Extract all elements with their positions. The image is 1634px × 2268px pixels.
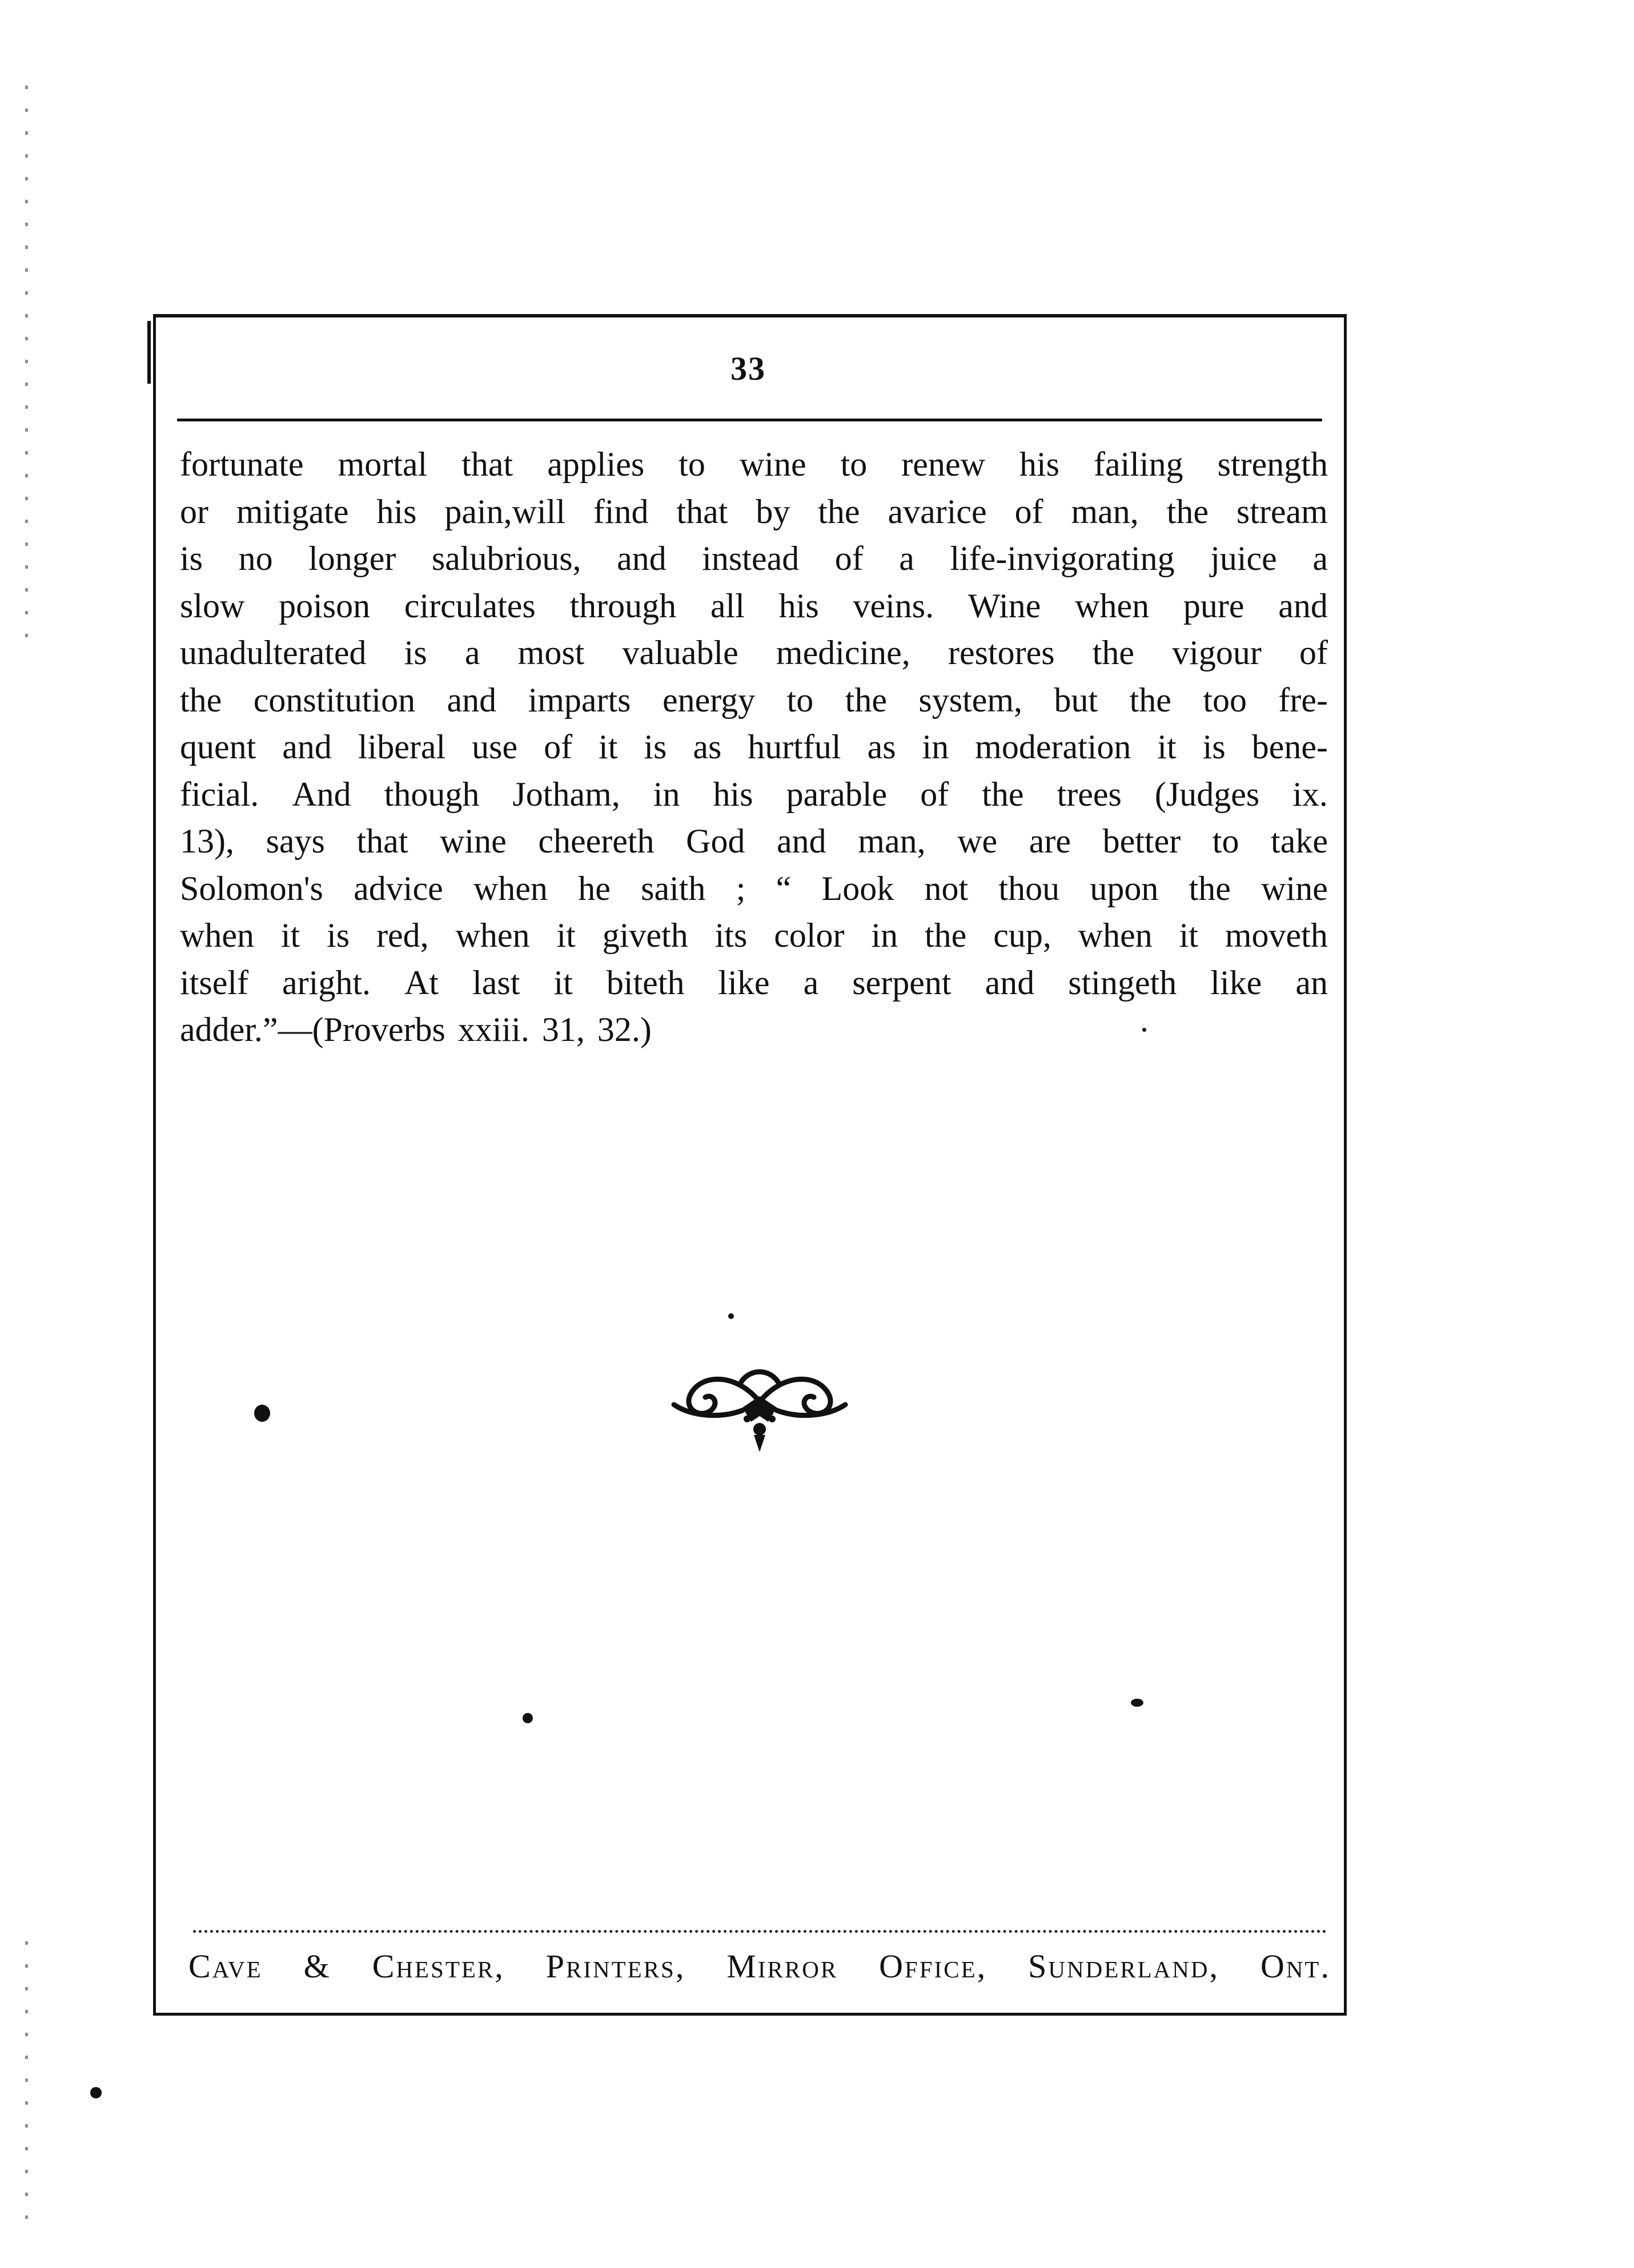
word: it [553, 963, 573, 1002]
word: unadulterated [180, 634, 367, 671]
word: an [1295, 963, 1328, 1002]
word: serpent [852, 963, 952, 1002]
word: system, [918, 681, 1023, 719]
word: And [292, 775, 351, 813]
word: in [653, 775, 680, 813]
word: too [1203, 681, 1247, 719]
word: renew [901, 445, 985, 483]
word: “ [776, 869, 792, 907]
word: color [774, 916, 845, 954]
word: better [1102, 822, 1181, 860]
word: and [447, 681, 497, 719]
word: stream [1236, 492, 1328, 530]
word: a [1312, 540, 1328, 577]
imprint-word: Ont. [1260, 1948, 1331, 1985]
ink-speck [1142, 1028, 1146, 1032]
word: says [266, 822, 325, 860]
word: thou [998, 869, 1060, 907]
imprint-word: Cave [188, 1948, 263, 1985]
ink-speck [254, 1405, 270, 1422]
word: slow [180, 586, 245, 625]
word: or [180, 492, 208, 530]
word: and [777, 822, 826, 860]
word: Wine [967, 586, 1041, 625]
word: his [713, 775, 753, 813]
word: through [569, 586, 677, 625]
word: Jotham, [512, 775, 620, 813]
text-line [180, 535, 1328, 582]
word: giveth [602, 916, 688, 954]
word: but [1054, 681, 1098, 719]
word: wine [440, 822, 507, 860]
word: and [985, 963, 1035, 1002]
word: a [464, 634, 480, 671]
imprint-word: Sunderland, [1028, 1948, 1219, 1985]
word: and [617, 540, 667, 577]
word: cup, [993, 916, 1051, 954]
word: the [1166, 492, 1209, 530]
word: to [786, 681, 814, 719]
word: to [679, 445, 705, 483]
word: its [714, 916, 748, 954]
word: his [376, 492, 417, 530]
word: saith [641, 869, 706, 907]
word: use [472, 728, 518, 766]
text-line [180, 912, 1328, 959]
imprint-word: Mirror [726, 1948, 838, 1985]
word: pure [1183, 586, 1244, 625]
word: hurtful [748, 728, 841, 766]
word: bene- [1251, 728, 1328, 766]
word: Solomon's [180, 869, 323, 907]
word: it [599, 728, 618, 766]
word: the [180, 681, 222, 719]
word: itself [180, 963, 248, 1002]
word: is [327, 916, 350, 954]
word: vigour [1172, 634, 1262, 671]
word: instead [702, 540, 800, 577]
word: avarice [888, 492, 987, 530]
word: his [1019, 445, 1059, 483]
word: moveth [1225, 916, 1328, 954]
word: valuable [622, 634, 738, 671]
text-line [180, 677, 1328, 724]
word: of [1299, 634, 1328, 671]
word: 32.) [597, 1011, 652, 1048]
word: strength [1217, 445, 1328, 483]
word: salubrious, [431, 540, 581, 577]
word: the [924, 916, 967, 954]
word: last [472, 963, 520, 1002]
word: restores [948, 634, 1055, 671]
word: xxiii. [457, 1011, 529, 1048]
word: ficial. [180, 775, 259, 813]
word: quent [180, 728, 256, 766]
word: of [834, 540, 864, 577]
footer-dotted-rule [193, 1930, 1327, 1933]
page-number: 33 [730, 350, 766, 387]
word: 13), [180, 822, 234, 860]
word: it [1179, 916, 1198, 954]
word: is [404, 634, 427, 671]
word: wine [739, 445, 806, 483]
scan-edge-mark [25, 1941, 28, 2227]
text-line [180, 1006, 1328, 1053]
word: At [404, 963, 439, 1002]
imprint-word: Printers, [545, 1948, 686, 1985]
word: circulates [404, 586, 536, 625]
word: cheereth [538, 822, 655, 860]
word: when [455, 916, 530, 954]
text-line [180, 818, 1328, 865]
word: advice [354, 869, 443, 907]
word: the [1189, 869, 1231, 907]
word: by [756, 492, 790, 530]
word: liberal [358, 728, 446, 766]
word: it [556, 916, 576, 954]
text-line [180, 723, 1328, 771]
word: as [693, 728, 722, 766]
word: stingeth [1068, 963, 1177, 1002]
imprint-word: Chester, [372, 1948, 505, 1985]
word: that [461, 445, 513, 483]
word: failing [1094, 445, 1183, 483]
word: is [644, 728, 667, 766]
text-line [180, 959, 1328, 1007]
imprint-word: & [303, 1948, 331, 1985]
word: all [710, 586, 745, 625]
word: are [1029, 822, 1071, 860]
word: red, [376, 916, 429, 954]
body-text [180, 441, 1328, 1053]
word: when [1075, 586, 1150, 625]
word: adder.”—(Proverbs [180, 1011, 445, 1048]
word: when [1078, 916, 1153, 954]
word: it [280, 916, 300, 954]
word: find [593, 492, 649, 530]
word: moderation [975, 728, 1131, 766]
ink-speck [90, 2087, 102, 2098]
word: applies [547, 445, 645, 483]
word: his [778, 586, 819, 625]
word: like [1210, 963, 1262, 1002]
word: the [1129, 681, 1171, 719]
word: though [384, 775, 480, 813]
word: medicine, [776, 634, 910, 671]
word: it [1157, 728, 1177, 766]
scan-edge-mark [25, 86, 28, 657]
text-line [180, 441, 1328, 488]
word: to [1212, 822, 1239, 860]
word: the [982, 775, 1024, 813]
word: when [180, 916, 254, 954]
ink-speck [1131, 1699, 1143, 1707]
word: mitigate [236, 492, 349, 530]
word: of [544, 728, 573, 766]
word: he [578, 869, 611, 907]
word: energy [662, 681, 756, 719]
word: fre- [1278, 681, 1328, 719]
word: poison [279, 586, 371, 625]
word: life-invigorating [950, 540, 1175, 577]
word: constitution [253, 681, 416, 719]
word: Look [821, 869, 894, 907]
word: juice [1210, 540, 1277, 577]
word: ; [736, 869, 746, 907]
word: the [845, 681, 887, 719]
word: wine [1261, 869, 1328, 907]
text-line [180, 771, 1328, 818]
printer-imprint [188, 1947, 1331, 1985]
word: most [517, 634, 585, 671]
word: the [1092, 634, 1135, 671]
frame-edge-mark [147, 321, 151, 384]
word: is [1202, 728, 1226, 766]
text-line [180, 629, 1328, 677]
word: the [818, 492, 860, 530]
word: trees [1057, 775, 1122, 813]
word: no [238, 540, 273, 577]
word: longer [308, 540, 396, 577]
word: as [867, 728, 896, 766]
word: in [922, 728, 949, 766]
word: take [1271, 822, 1328, 860]
word: in [871, 916, 898, 954]
word: mortal [338, 445, 428, 483]
word: when [473, 869, 548, 907]
header-rule [177, 419, 1322, 421]
word: fortunate [180, 445, 304, 483]
word: pain,will [444, 492, 565, 530]
word: God [686, 822, 745, 860]
word: of [1014, 492, 1043, 530]
word: man, [858, 822, 926, 860]
text-line [180, 488, 1328, 536]
word: man, [1071, 492, 1139, 530]
word: a [899, 540, 914, 577]
word: a [803, 963, 819, 1002]
word: of [920, 775, 949, 813]
word: to [840, 445, 868, 483]
word: and [1278, 586, 1328, 625]
word: 31, [541, 1011, 585, 1048]
ink-speck [728, 1313, 734, 1319]
word: ix. [1292, 775, 1328, 813]
text-line [180, 865, 1328, 912]
text-line [180, 582, 1328, 630]
word: that [676, 492, 728, 530]
word: upon [1090, 869, 1159, 907]
word: is [180, 540, 203, 577]
word: not [924, 869, 969, 907]
word: aright. [282, 963, 371, 1002]
word: imparts [528, 681, 631, 719]
word: biteth [606, 963, 685, 1002]
word: that [356, 822, 408, 860]
ink-speck [523, 1713, 533, 1723]
word: like [718, 963, 770, 1002]
word: and [282, 728, 332, 766]
word: (Judges [1154, 775, 1260, 813]
word: parable [786, 775, 888, 813]
word: we [957, 822, 998, 860]
fleuron-ornament-icon [668, 1362, 851, 1459]
word: veins. [853, 586, 934, 625]
imprint-word: Office, [879, 1948, 987, 1985]
